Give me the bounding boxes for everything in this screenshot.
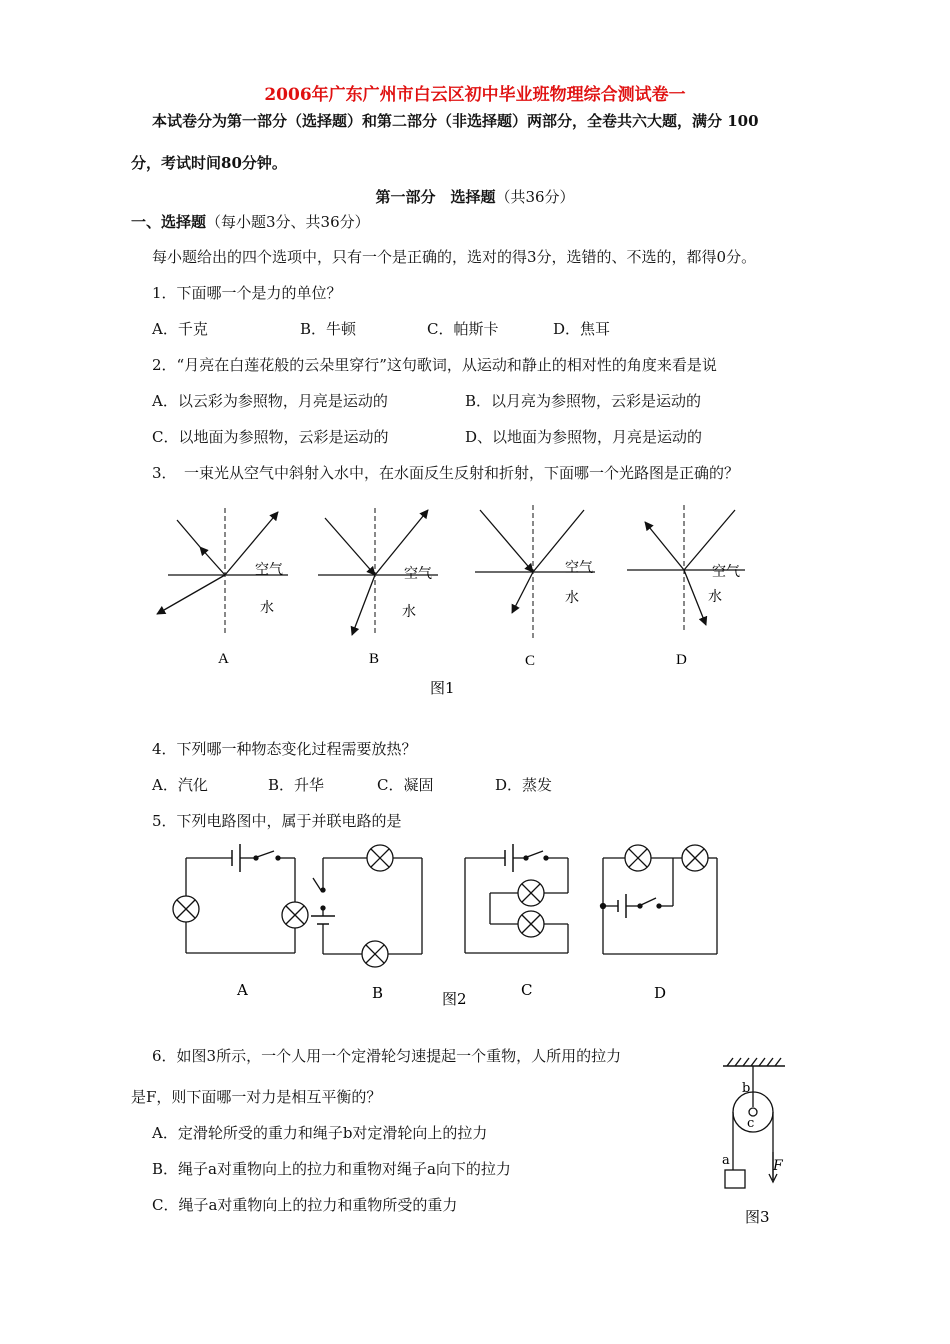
q2-option-d: D、以地面为参照物，月亮是运动的 — [465, 428, 703, 446]
figure-1-caption: 图1 — [430, 679, 455, 697]
light-diagram-b — [318, 508, 438, 667]
q1-stem: 1．下面哪一个是力的单位？ — [152, 284, 342, 302]
light-diagram-a — [157, 508, 288, 667]
q6-option-c: C．绳子a对重物向上的拉力和重物所受的重力 — [152, 1196, 458, 1214]
diagram-a-label: A — [218, 651, 229, 667]
diagram-b-label: B — [369, 651, 380, 667]
pulley-label-c: c — [747, 1116, 755, 1131]
q2-option-a: A．以云彩为参照物，月亮是运动的 — [152, 392, 388, 410]
part1-heading-title: 第一部分 选择题 — [375, 188, 496, 206]
q4-option-c: C．凝固 — [377, 776, 434, 794]
figure-3-pulley — [715, 1052, 795, 1232]
circuit-d — [601, 845, 718, 954]
circuit-c — [465, 844, 568, 953]
pulley-label-a: a — [722, 1153, 730, 1168]
intro-line-2: 分，考试时间80分钟。 — [131, 154, 287, 172]
q2-stem: 2．“月亮在白莲花般的云朵里穿行”这句歌词，从运动和静止的相对性的角度来看是说 — [152, 356, 717, 374]
q4-stem: 4．下列哪一种物态变化过程需要放热？ — [152, 740, 417, 758]
circuit-b — [311, 845, 422, 967]
diagram-c-water-label: 水 — [565, 590, 579, 606]
q5-stem: 5．下列电路图中，属于并联电路的是 — [152, 812, 402, 830]
q3-stem: 3． 一束光从空气中斜射入水中，在水面反生反射和折射，下面哪一个光路图是正确的？ — [152, 464, 740, 482]
section1-heading — [131, 211, 370, 232]
q1-option-d: D．焦耳 — [553, 320, 611, 338]
figure-2-caption: 图2 — [442, 990, 467, 1008]
diagram-b-air-label: 空气 — [404, 566, 432, 582]
q2-option-c: C．以地面为参照物，云彩是运动的 — [152, 428, 389, 446]
figure-1-light-diagrams — [140, 500, 760, 710]
q1-option-a: A．千克 — [152, 320, 208, 338]
section1-heading-title: 一、选择题 — [131, 213, 207, 231]
diagram-a-water-label: 水 — [260, 600, 274, 616]
diagram-b-water-label: 水 — [402, 604, 416, 620]
intro-line-1: 本试卷分为第一部分（选择题）和第二部分（非选择题）两部分，全卷共六大题，满分 100 — [152, 112, 759, 130]
diagram-d-label: D — [676, 652, 687, 668]
q6-stem-line-1: 6．如图3所示，一个人用一个定滑轮匀速提起一个重物，人所用的拉力 — [152, 1047, 622, 1065]
q2-option-b: B．以月亮为参照物，云彩是运动的 — [465, 392, 702, 410]
diagram-a-air-label: 空气 — [255, 562, 283, 578]
q6-stem-line-2: 是F，则下面哪一对力是相互平衡的？ — [131, 1088, 382, 1106]
pulley-label-f: F — [773, 1158, 783, 1174]
q4-option-a: A．汽化 — [152, 776, 208, 794]
q6-option-a: A．定滑轮所受的重力和绳子b对定滑轮向上的拉力 — [152, 1124, 488, 1142]
light-diagram-d — [627, 505, 745, 668]
pulley-label-b: b — [742, 1081, 751, 1096]
light-diagram-c — [475, 505, 595, 669]
diagram-d-water-label: 水 — [708, 589, 722, 605]
part1-heading-note: （共36分） — [495, 188, 575, 206]
figure-2-circuits — [160, 838, 740, 1013]
diagram-c-label: C — [525, 653, 536, 669]
circuit-a-label: A — [237, 981, 248, 999]
page-title: 2006年广东广州市白云区初中毕业班物理综合测试卷一 — [264, 85, 686, 105]
section1-heading-note: （每小题3分、共36分） — [206, 213, 370, 231]
circuit-d-label: D — [654, 984, 667, 1002]
q4-option-d: D．蒸发 — [495, 776, 553, 794]
figure-3-caption: 图3 — [745, 1208, 770, 1226]
section1-instruction: 每小题给出的四个选项中，只有一个是正确的，选对的得3分，选错的、不选的，都得0分。 — [152, 248, 757, 266]
q6-option-b: B．绳子a对重物向上的拉力和重物对绳子a向下的拉力 — [152, 1160, 511, 1178]
circuit-a — [173, 844, 308, 953]
q4-option-b: B．升华 — [268, 776, 325, 794]
diagram-c-air-label: 空气 — [565, 560, 593, 576]
diagram-d-air-label: 空气 — [712, 564, 740, 580]
q1-option-c: C．帕斯卡 — [427, 320, 499, 338]
circuit-c-label: C — [521, 981, 533, 999]
q1-option-b: B．牛顿 — [300, 320, 357, 338]
part1-heading — [0, 186, 950, 207]
circuit-b-label: B — [372, 984, 384, 1002]
